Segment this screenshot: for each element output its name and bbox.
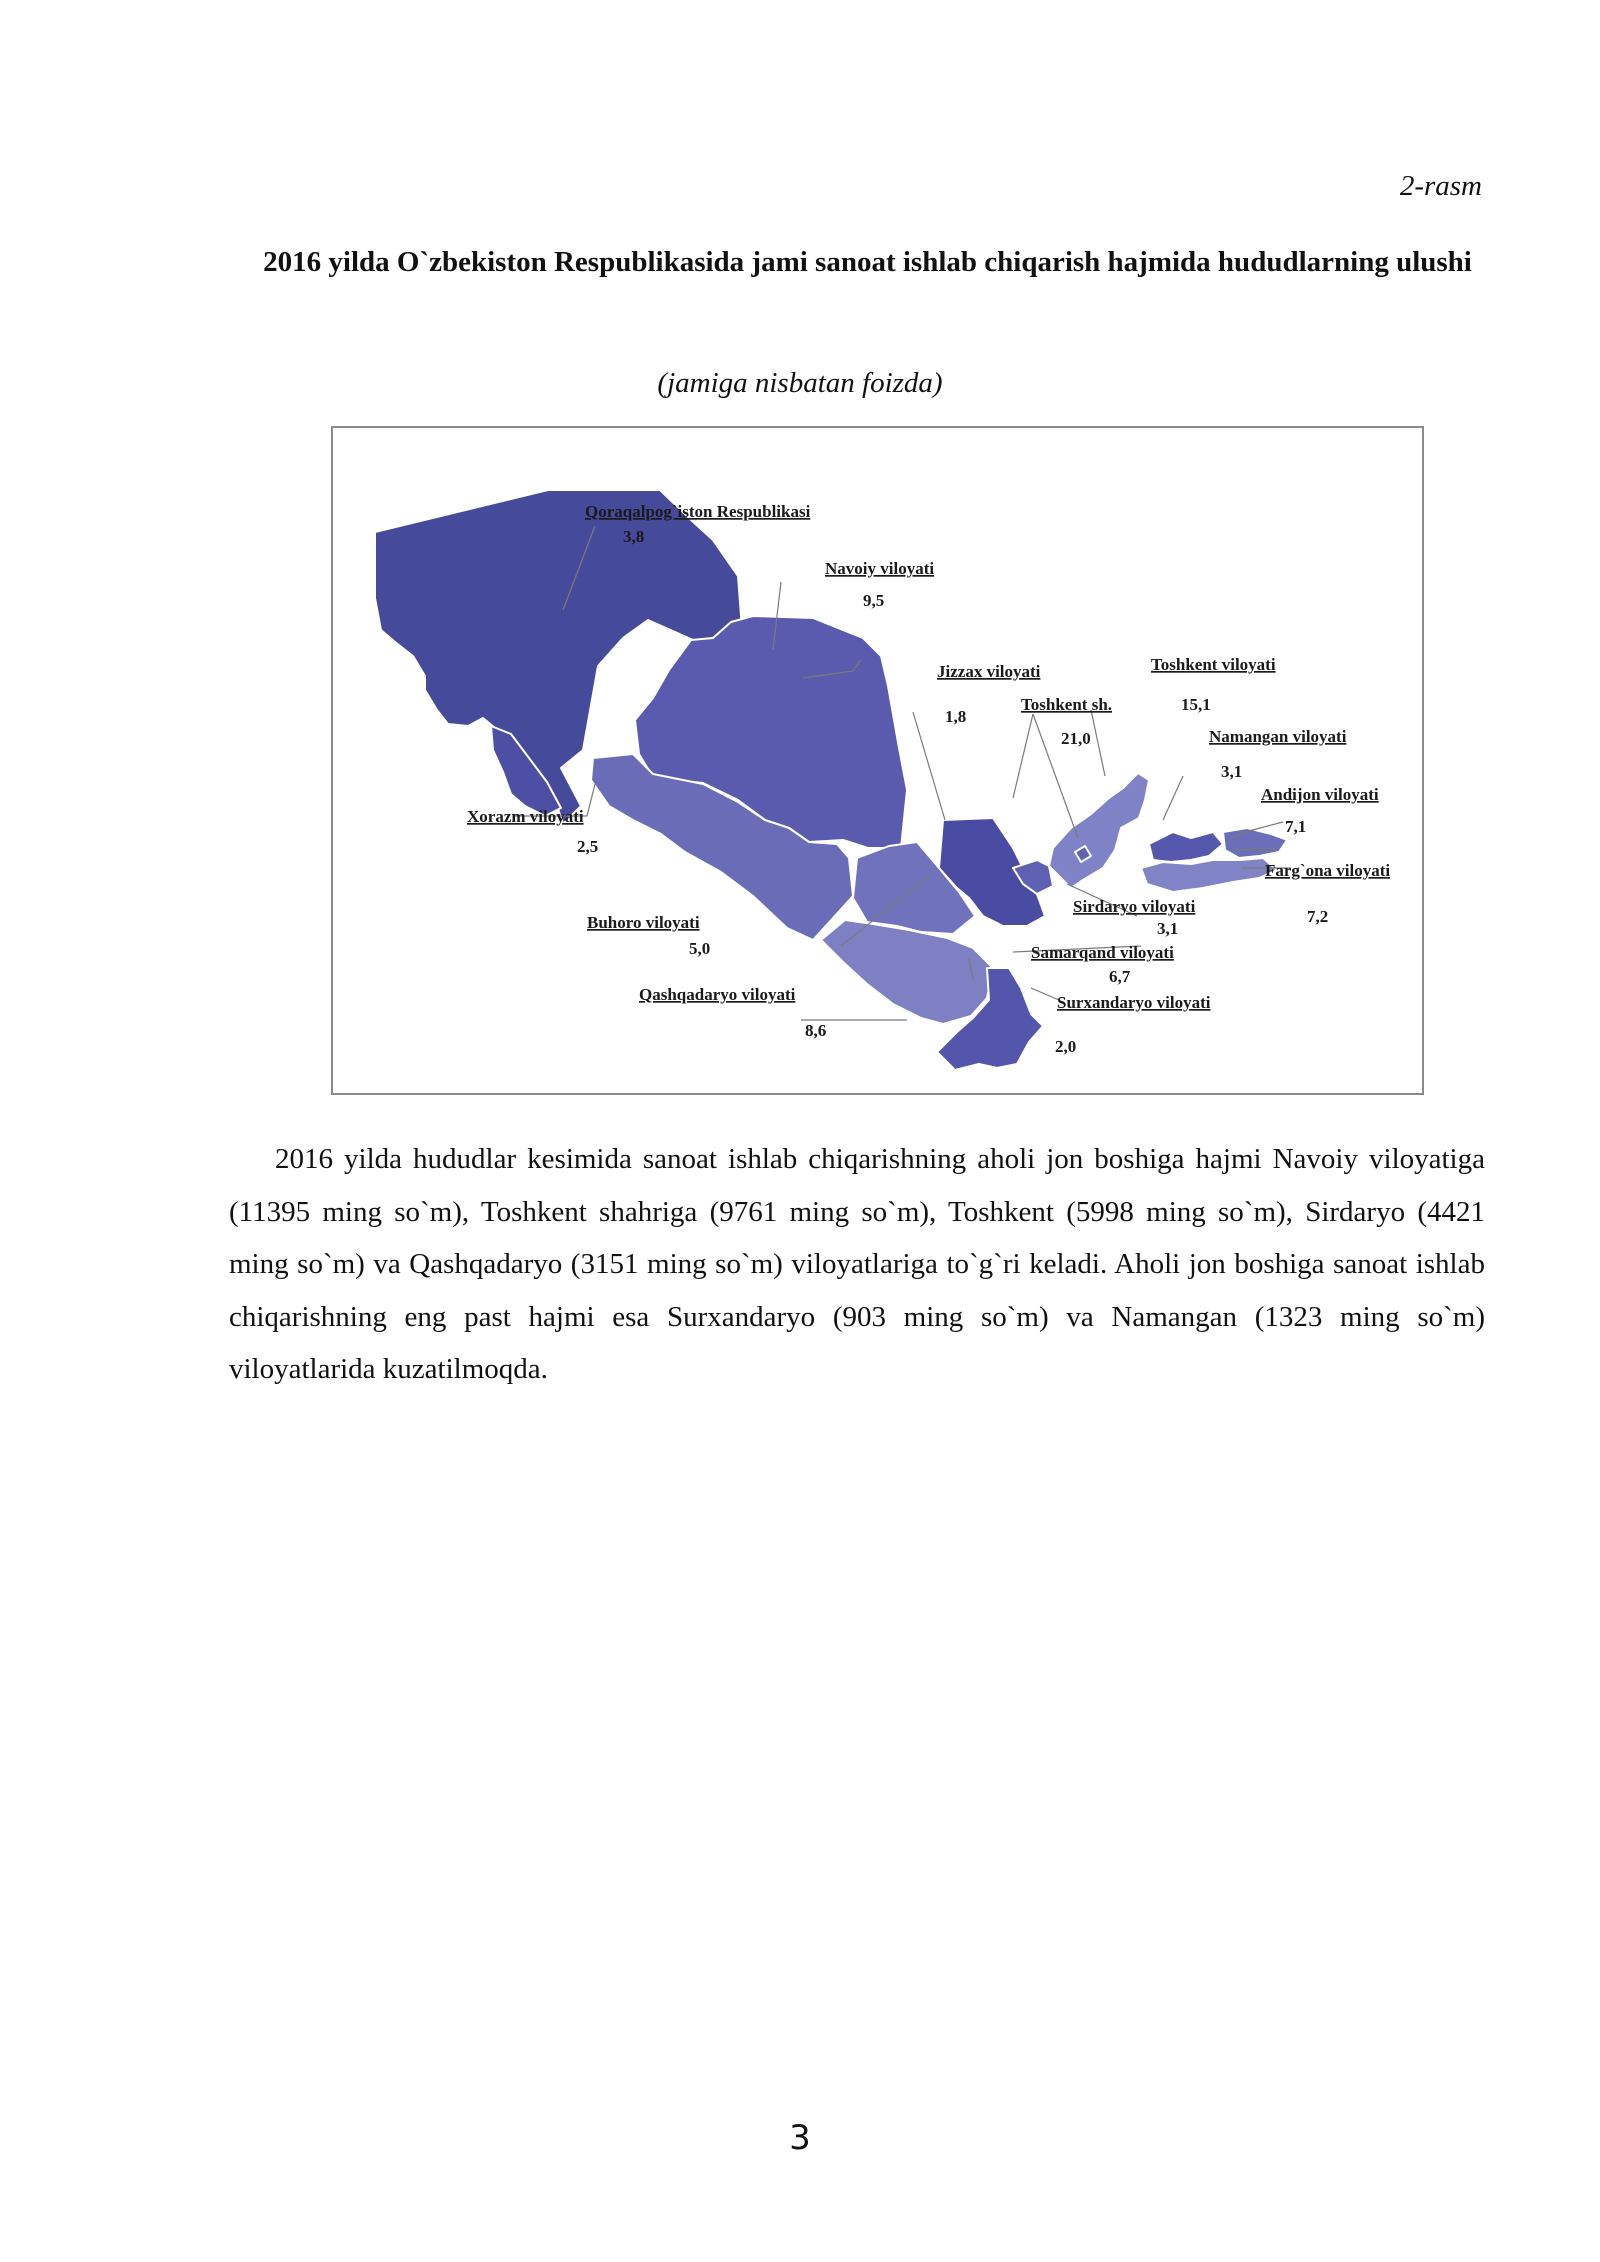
label-samarqand-name: Samarqand viloyati (1031, 943, 1174, 962)
label-fargona-name: Farg`ona viloyati (1265, 861, 1391, 880)
label-toshkent-viloyati-value: 15,1 (1181, 695, 1211, 714)
figure-label: 2-rasm (1399, 170, 1482, 202)
label-toshkent-viloyati-name: Toshkent viloyati (1151, 655, 1276, 674)
uzbekistan-map (333, 428, 1422, 1093)
label-andijon-name: Andijon viloyati (1261, 785, 1379, 804)
label-andijon-value: 7,1 (1285, 817, 1307, 836)
region-shape-andijon (1223, 828, 1287, 858)
label-sirdaryo-name: Sirdaryo viloyati (1073, 897, 1196, 916)
label-namangan-name: Namangan viloyati (1209, 727, 1347, 746)
label-buxoro-name: Buhoro viloyati (587, 913, 700, 932)
label-navoiy-name: Navoiy viloyati (825, 559, 935, 578)
region-shape-fargona (1141, 858, 1277, 892)
label-xorazm-name: Xorazm viloyati (467, 807, 584, 826)
label-namangan-value: 3,1 (1221, 762, 1243, 781)
region-shape-namangan (1149, 832, 1223, 862)
label-jizzax-value: 1,8 (945, 707, 967, 726)
label-fargona-value: 7,2 (1307, 907, 1329, 926)
label-toshkent-sh-value: 21,0 (1061, 729, 1091, 748)
label-surxandaryo-name: Surxandaryo viloyati (1057, 993, 1211, 1012)
label-buxoro-value: 5,0 (689, 939, 711, 958)
body-paragraph: 2016 yilda hududlar kesimida sanoat ishlab chiqarishning aholi jon boshiga hajmi Navoiy viloyatiga (11395 ming so`m), Toshkent shahriga (9761 ming so`m), Toshkent (5998 ming so`m), Sirdaryo (4421 ming so`m) va Qashqadaryo (3151 ming so`m) viloyatlariga to`g`ri keladi. Aholi jon boshiga sanoat ishlab chiqarishning eng past hajmi esa Surxandaryo (903 ming so`m) va Namangan (1323 ming so`m) viloyatlarida kuzatilmoqda. (229, 1143, 1485, 1385)
label-qoraqalpogiston-value: 3,8 (623, 527, 645, 546)
figure-title: 2016 yilda O`zbekiston Respublikasida jami sanoat ishlab chiqarish hajmida hududlarning ulushi (263, 246, 1472, 278)
label-toshkent-sh-name: Toshkent sh. (1021, 695, 1113, 714)
label-xorazm-value: 2,5 (577, 837, 599, 856)
label-surxandaryo-value: 2,0 (1055, 1037, 1077, 1056)
label-qashqadaryo-value: 8,6 (805, 1021, 827, 1040)
label-qoraqalpogiston-name: Qoraqalpog`iston Respublikasi (585, 502, 811, 521)
label-qashqadaryo-name: Qashqadaryo viloyati (639, 985, 796, 1004)
page-number: 3 (789, 2118, 811, 2158)
label-samarqand-value: 6,7 (1109, 967, 1131, 986)
label-sirdaryo-value: 3,1 (1157, 919, 1179, 938)
label-navoiy-value: 9,5 (863, 591, 885, 610)
figure-unit-note: (jamiga nisbatan foizda) (657, 367, 943, 399)
label-jizzax-name: Jizzax viloyati (937, 662, 1041, 681)
region-shape-toshkent-viloyati (1049, 773, 1149, 888)
region-map-figure (331, 426, 1424, 1095)
region-shape-qashqadaryo (821, 920, 993, 1024)
